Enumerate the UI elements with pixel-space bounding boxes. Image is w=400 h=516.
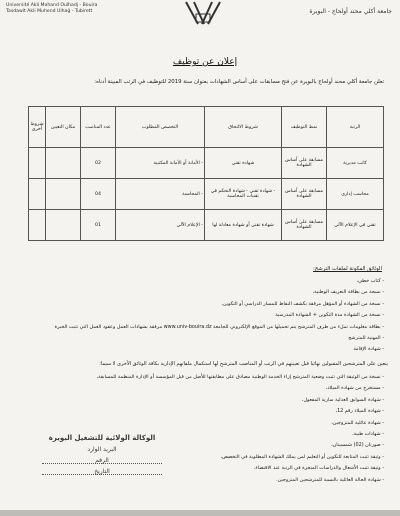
header-cell: الرتبة	[327, 107, 384, 148]
list-item: - نسخة من الوثيقة التي تثبت وضعية المترشح إزاء الخدمة الوطنية مصادق على مطابقتها للأصل من قبل المؤسسة أو الإدارة المنظمة للمسابقة،	[16, 372, 384, 383]
table-header-row	[29, 107, 384, 148]
stamp-number-label: الرقم	[95, 457, 109, 464]
table-cell	[46, 210, 81, 241]
university-logo	[178, 0, 228, 26]
header-cell: نمط التوظيف	[282, 107, 327, 148]
list-item: - مستخرج من شهادة الميلاد،	[16, 383, 384, 394]
header-right: جامعة أكلي محند أولحاج - البويرة	[309, 8, 392, 15]
table-cell	[46, 148, 81, 179]
intro-paragraph: تعلن جامعة أكلي محند أولحاج بالبويرة عن فتح مسابقات على أساس الشهادات بعنوان سنة 2019 للتوظيف في الرتب المبينة أدناه:	[94, 79, 384, 85]
list-item: - نسخة من بطاقة التعريف الوطنية،	[16, 287, 384, 298]
table-cell	[29, 210, 46, 241]
list-item: - شهادة الإقامة	[16, 344, 384, 355]
header-cell: مكان التعيين	[46, 107, 81, 148]
table-cell: 01	[81, 210, 116, 241]
header-cell: عدد المناصب	[81, 107, 116, 148]
page-bottom-edge	[0, 510, 400, 516]
list-item: - وثيقة تثبت الأشغال والدراسات المنجزة في الرتبة عند الاقتضاء،	[16, 463, 384, 474]
header-cell: شروط الالتحاق	[205, 107, 282, 148]
table-cell: مسابقة على أساس الشهادة	[282, 210, 327, 241]
table-cell: - الأمانة أو الأمانة المكتبية	[116, 148, 205, 179]
stamp-date	[42, 468, 162, 475]
documents-list	[16, 276, 384, 356]
table-cell: تقني في الإعلام الآلي	[327, 210, 384, 241]
stamp-date-label: التاريخ	[94, 468, 110, 475]
list-item: - شهادة الحالة العائلية بالنسبة للمترشحين المتزوجين.	[16, 475, 384, 486]
list-item: - شهادات طبية،	[16, 429, 384, 440]
list-item: - كتاب خطي،	[16, 276, 384, 287]
table-cell: كاتب مديرية	[327, 148, 384, 179]
header-cell: التخصص المطلوب	[116, 107, 205, 148]
table-row	[29, 210, 384, 241]
reception-stamp	[22, 434, 182, 496]
table-cell: - الإعلام الآلي	[116, 210, 205, 241]
table-cell: شهادة تقني	[205, 148, 282, 179]
list-item: - شهادة عائلية للمتزوجين،	[16, 418, 384, 429]
header-left-line-2: Tasdawit Akli Muhend Ulhağ - Tubirett	[6, 9, 93, 14]
header-left-line-1: Université Akli Mohand Oulhadj - Bouira	[6, 3, 98, 8]
table-cell: شهادة تقني أو شهادة معادلة لها	[205, 210, 282, 241]
list-item: - صورتان (02) شمسيتان،	[16, 440, 384, 451]
table-cell	[29, 179, 46, 210]
list-item: - وثيقة تثبت المتابعة للتكوين أو التعليم لمن يملك الشهادة المطلوبة في التخصص،	[16, 452, 384, 463]
list-item: - المهنية للمترشح	[16, 333, 384, 344]
table-row	[29, 148, 384, 179]
list-item: - شهادة الميلاد رقم 12،	[16, 406, 384, 417]
note-paragraph: يتعين على المترشحين المقبولين نهائيا قبل تعيينهم في الرتب أو المناصب المترشح لها استكمال ملفاتهم الإدارية بكافة الوثائق الأخرى لا سيما:	[99, 361, 388, 367]
table-cell: 02	[81, 148, 116, 179]
stamp-number	[42, 457, 162, 464]
table-cell: - شهادة تقني - شهادة التحكم في تقنيات المحاسبة	[205, 179, 282, 210]
table-cell	[46, 179, 81, 210]
page-title: إعلان عن توظيف	[172, 57, 238, 67]
table-cell: مسابقة على أساس الشهادة	[282, 179, 327, 210]
table-cell	[29, 148, 46, 179]
stamp-line-1: الوكالة الولائية للتشغيل البويرة	[48, 434, 156, 442]
table-cell: مسابقة على أساس الشهادة	[282, 148, 327, 179]
table-row	[29, 179, 384, 210]
list-item: - نسخة من الشهادة أو المؤهل مرفقة بكشف النقاط للمسار الدراسي أو التكوين،	[16, 299, 384, 310]
header-left	[6, 3, 156, 15]
documents-title: الوثائق المكونة لملفات الترشح:	[313, 266, 382, 272]
list-item: - نسخة من الشهادة مدة التكوين + الشهادة المدرسية	[16, 310, 384, 321]
list-item: - بطاقة معلومات تملء من طرف المترشح يتم تحميلها من الموقع الإلكتروني للجامعة www.univ-bouira.dz مرفقة بشهادات العمل وعقود العمل التي تثبت الخبرة	[16, 322, 384, 333]
stamp-line-2: البريد الوارد	[87, 446, 117, 453]
positions-table	[28, 106, 384, 241]
table-cell: - المحاسبة	[116, 179, 205, 210]
table-cell: 04	[81, 179, 116, 210]
table-cell: محاسب إداري	[327, 179, 384, 210]
list-item: - شهادة السوابق العدلية سارية المفعول،	[16, 395, 384, 406]
header-cell: شروط أخرى	[29, 107, 46, 148]
